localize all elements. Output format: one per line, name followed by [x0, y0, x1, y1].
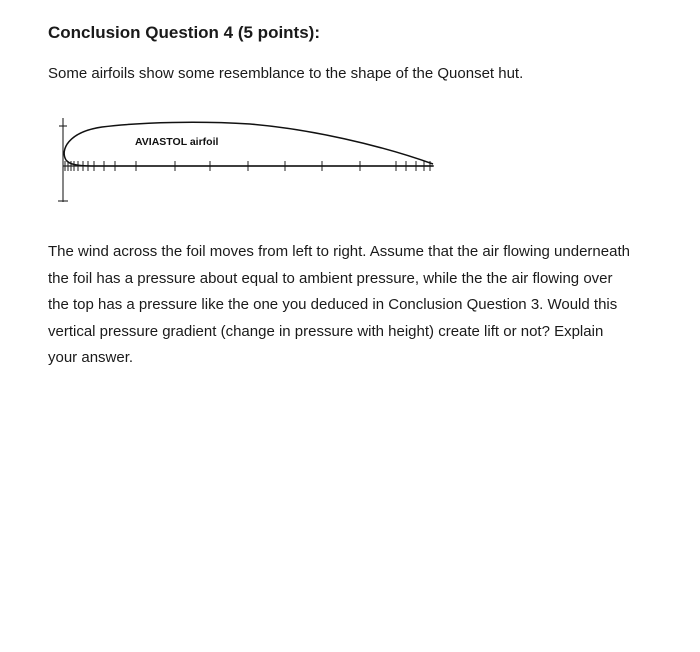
- question-body-line: vertical pressure gradient (change in pressure with height) create lift or not? Explain: [48, 322, 604, 340]
- question-body-line: your answer.: [48, 349, 134, 367]
- question-body: [48, 239, 660, 372]
- question-body-line: the foil has a pressure about equal to ambient pressure, while the the air flowing over: [48, 269, 613, 287]
- airfoil-upper-surface: [64, 122, 433, 164]
- airfoil-lower-surface: [66, 160, 433, 166]
- question-title: Conclusion Question 4 (5 points):: [48, 23, 320, 42]
- question-intro: Some airfoils show some resemblance to the shape of the Quonset hut.: [48, 65, 524, 82]
- question-body-line: The wind across the foil moves from left to right. Assume that the air flowing underneath: [48, 243, 630, 260]
- airfoil-label: AVIASTOL airfoil: [135, 136, 219, 148]
- airfoil-figure: [50, 112, 450, 208]
- airfoil-diagram: [50, 112, 450, 208]
- question-body-line: the top has a pressure like the one you deduced in Conclusion Question 3. Would this: [48, 296, 618, 314]
